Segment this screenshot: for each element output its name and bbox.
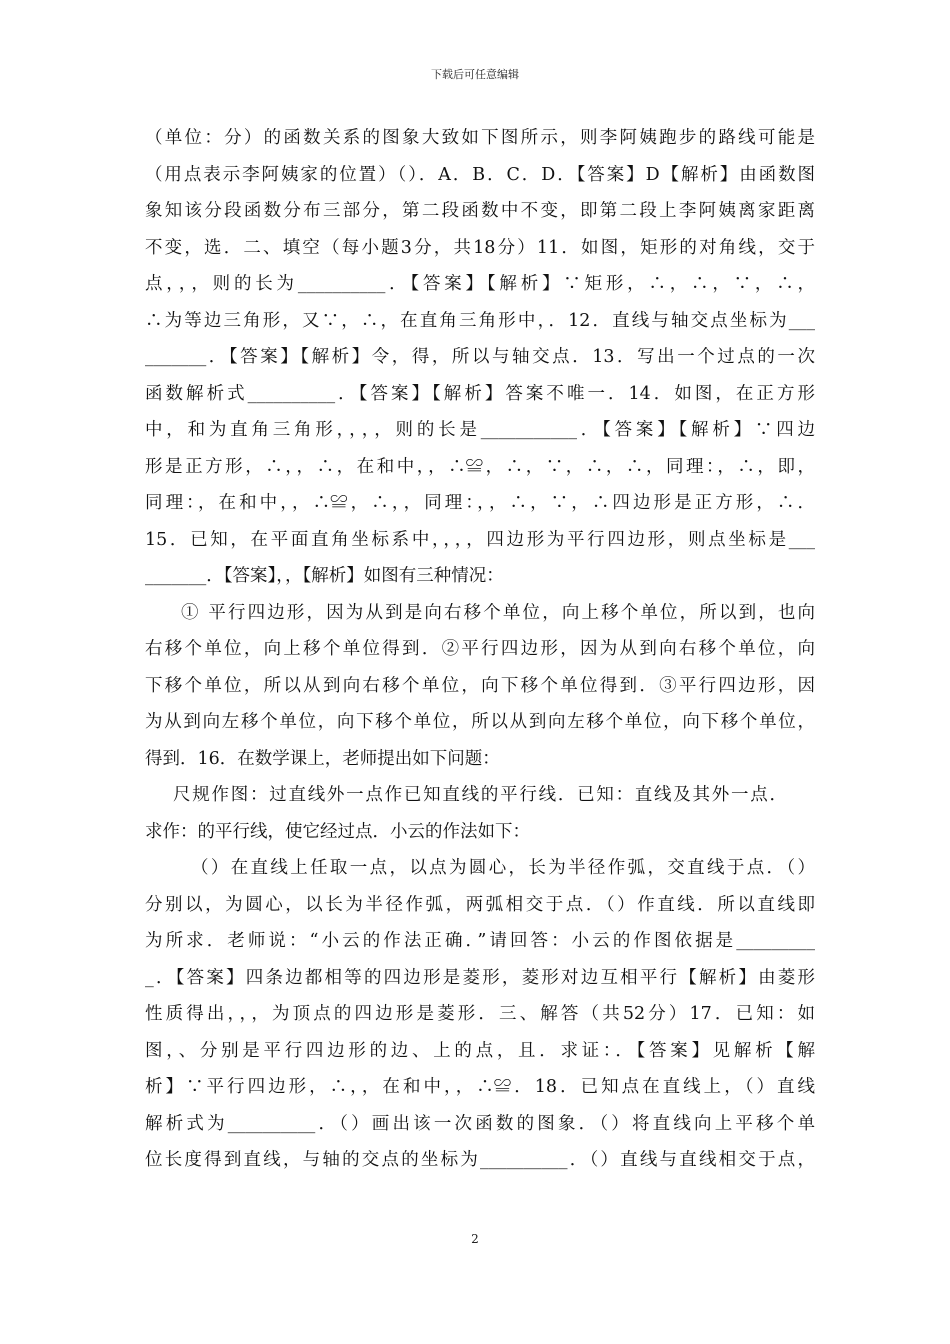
text-line: 形是正方形，∴，，∴，在和中，，∴≌，∴，∵，∴，∴，同理：，∴，即， bbox=[145, 456, 815, 477]
text-line: 点，，，则的长为__________．【答案】【解析】∵矩形，∴，∴，∵，∴， bbox=[145, 274, 815, 294]
text-line: 同理：，在和中，，∴≌，∴，，同理：，，∴，∵，∴四边形是正方形，∴． bbox=[145, 493, 815, 513]
text-line: 尺规作图：过直线外一点作已知直线的平行线．已知：直线及其外一点． bbox=[173, 785, 787, 805]
page-header: 下载后可任意编辑 bbox=[431, 68, 519, 81]
text-line: _．【答案】四条边都相等的四边形是菱形，菱形对边互相平行【解析】由菱形 bbox=[145, 967, 815, 988]
text-line: 为从到向左移个单位，向下移个单位，所以从到向左移个单位，向下移个单位， bbox=[145, 712, 815, 732]
text-line: （）在直线上任取一点，以点为圆心，长为半径作弧，交直线于点．（） bbox=[191, 858, 815, 878]
page-number: 2 bbox=[471, 1232, 479, 1246]
text-line: （用点表示李阿姨家的位置）（）．A．B．C．D．【答案】D【解析】由函数图 bbox=[145, 164, 815, 185]
text-line: 右移个单位，向上移个单位得到．②平行四边形，因为从到向右移个单位，向 bbox=[145, 639, 815, 659]
text-line: 性质得出，，，为顶点的四边形是菱形．三、解答（共52分）17．已知：如 bbox=[145, 1004, 815, 1024]
text-line: 不变，选．二、填空（每小题3分，共18分）11．如图，矩形的对角线，交于 bbox=[145, 237, 815, 258]
text-line: 15．已知，在平面直角坐标系中，，，，四边形为平行四边形，则点坐标是___ bbox=[145, 529, 815, 550]
text-line: 为所求．老师说：“小云的作法正确．”请回答：小云的作图依据是_________ bbox=[145, 931, 815, 951]
text-line: 图，、分别是平行四边形的边、上的点，且．求证：．【答案】见解析【解 bbox=[145, 1040, 815, 1061]
text-line: 得到．16．在数学课上，老师提出如下问题： bbox=[145, 748, 500, 769]
text-line: _______．【答案】，，【解析】如图有三种情况： bbox=[145, 566, 504, 586]
text-line: 分别以，为圆心，以长为半径作弧，两弧相交于点．（）作直线．所以直线即 bbox=[145, 894, 815, 915]
text-line: ∴为等边三角形，又∵，∴，在直角三角形中，．12．直线与轴交点坐标为___ bbox=[145, 310, 815, 331]
text-line: 下移个单位，所以从到向右移个单位，向下移个单位得到．③平行四边形，因 bbox=[145, 675, 815, 696]
text-line: ① 平行四边形，因为从到是向右移个单位，向上移个单位，所以到，也向 bbox=[181, 602, 815, 623]
text-line: （单位：分）的函数关系的图象大致如下图所示，则李阿姨跑步的路线可能是 bbox=[145, 128, 815, 148]
text-line: 象知该分段函数分布三部分，第二段函数中不变，即第二段上李阿姨离家距离 bbox=[145, 201, 815, 221]
text-line: 中，和为直角三角形，，，，则的长是___________．【答案】【解析】∵四边 bbox=[145, 420, 815, 440]
text-line: 位长度得到直线，与轴的交点的坐标为__________．（）直线与直线相交于点， bbox=[145, 1150, 815, 1170]
text-line: 解析式为__________．（）画出该一次函数的图象．（）将直线向上平移个单 bbox=[145, 1113, 815, 1134]
text-line: 析】∵平行四边形，∴，，在和中，，∴≌．18．已知点在直线上，（）直线 bbox=[145, 1077, 815, 1097]
text-line: 求作：的平行线，使它经过点．小云的作法如下： bbox=[145, 821, 530, 842]
text-line: 函数解析式__________．【答案】【解析】答案不唯一．14．如图，在正方形 bbox=[145, 383, 815, 404]
text-line: _______．【答案】【解析】令，得，所以与轴交点．13．写出一个过点的一次 bbox=[145, 347, 815, 367]
document-body bbox=[145, 120, 815, 1179]
